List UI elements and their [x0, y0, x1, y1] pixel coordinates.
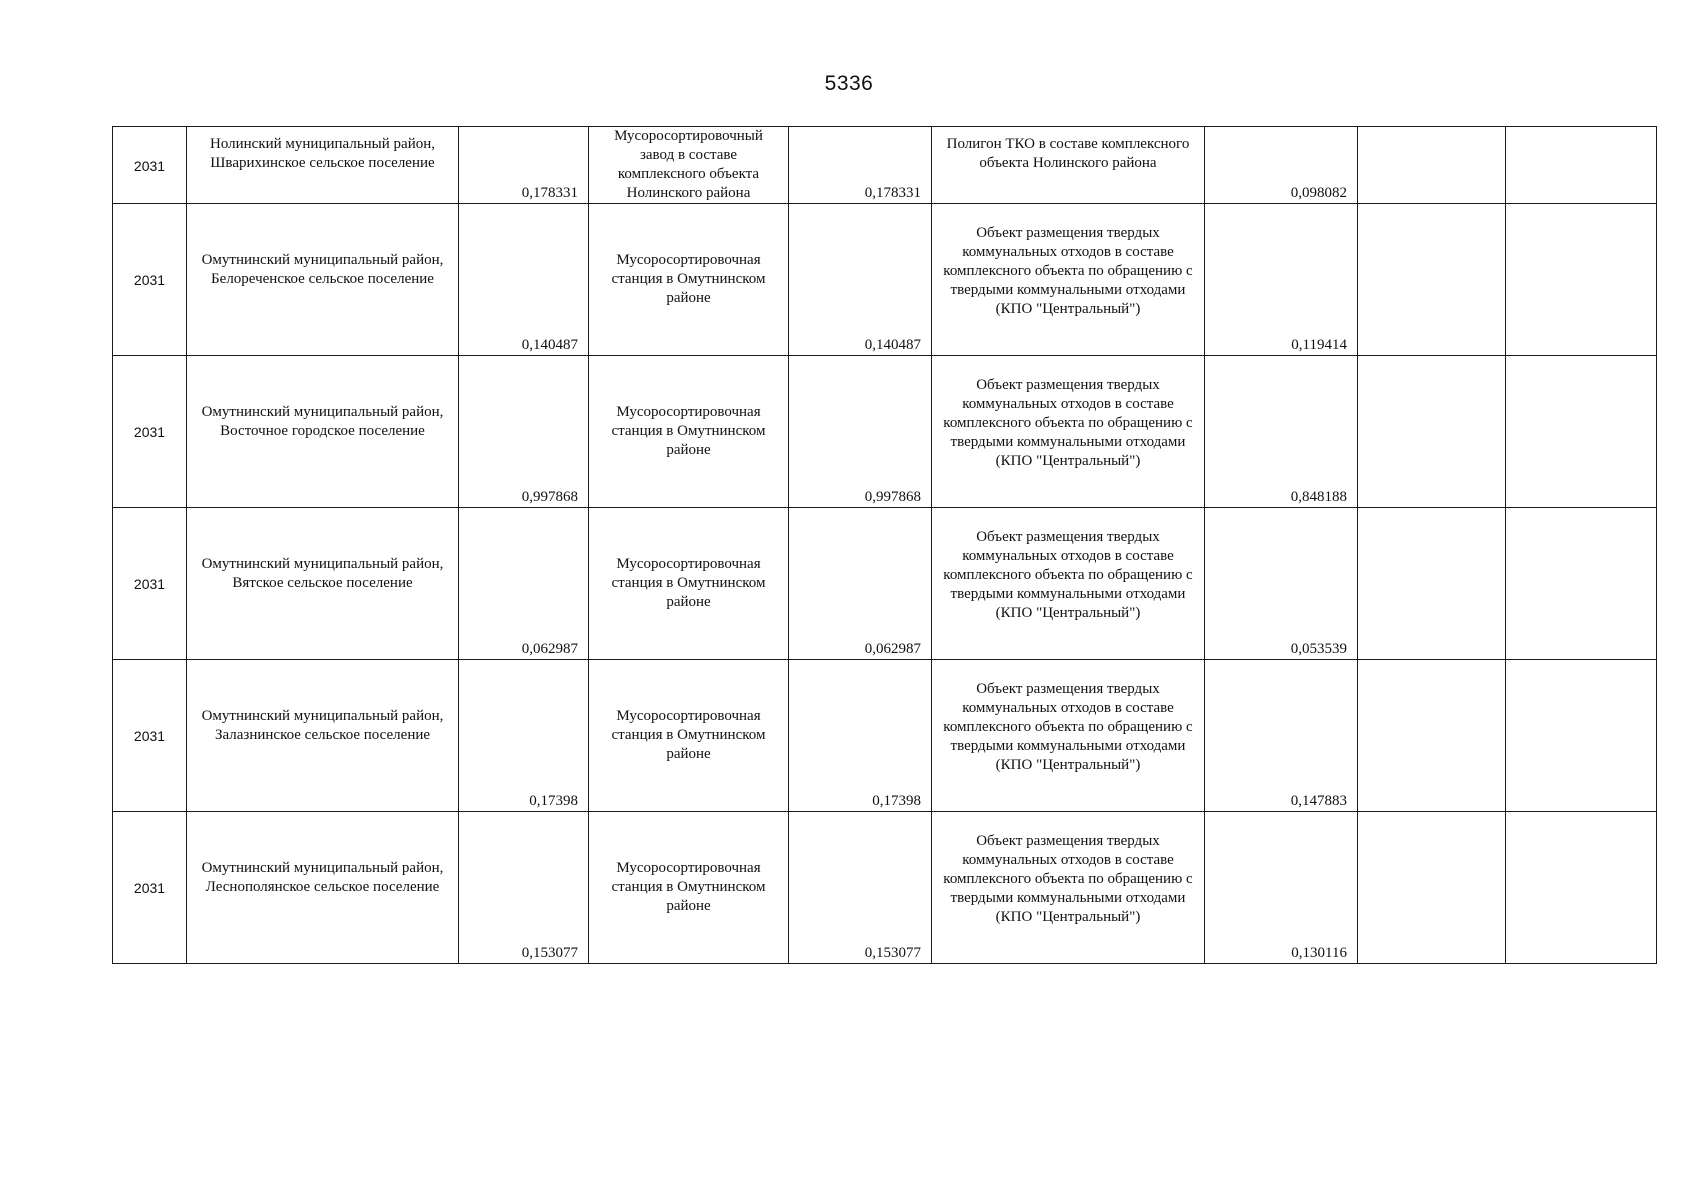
municipality-cell: Омутнинский муниципальный район, Вятское сельское поселение — [187, 508, 459, 660]
volume-disposal-cell: 0,098082 — [1205, 127, 1358, 204]
table-row — [113, 204, 1657, 356]
table-body — [113, 127, 1657, 964]
disposal-facility-cell: Объект размещения твердых коммунальных отходов в составе комплексного объекта по обращению с твердыми коммунальными отходами (КПО "Центральный") — [932, 660, 1205, 812]
empty-cell — [1506, 508, 1657, 660]
volume-disposal-cell: 0,119414 — [1205, 204, 1358, 356]
volume-sorting-cell: 0,997868 — [789, 356, 932, 508]
volume-sorting-cell: 0,153077 — [789, 812, 932, 964]
year-cell: 2031 — [113, 127, 187, 204]
disposal-facility-cell: Объект размещения твердых коммунальных отходов в составе комплексного объекта по обращению с твердыми коммунальными отходами (КПО "Центральный") — [932, 508, 1205, 660]
sorting-facility-cell: Мусоросортировочная станция в Омутнинском районе — [589, 204, 789, 356]
sorting-facility-cell: Мусоросортировочная станция в Омутнинском районе — [589, 660, 789, 812]
table-row — [113, 508, 1657, 660]
empty-cell — [1358, 127, 1506, 204]
year-cell: 2031 — [113, 204, 187, 356]
volume-sorting-cell: 0,140487 — [789, 204, 932, 356]
volume-generated-cell: 0,062987 — [459, 508, 589, 660]
volume-generated-cell: 0,140487 — [459, 204, 589, 356]
volume-sorting-cell: 0,062987 — [789, 508, 932, 660]
volume-disposal-cell: 0,147883 — [1205, 660, 1358, 812]
year-cell: 2031 — [113, 812, 187, 964]
empty-cell — [1358, 508, 1506, 660]
sorting-facility-cell: Мусоросортировочная станция в Омутнинском районе — [589, 812, 789, 964]
volume-generated-cell: 0,153077 — [459, 812, 589, 964]
table-row — [113, 660, 1657, 812]
table-row — [113, 812, 1657, 964]
volume-disposal-cell: 0,848188 — [1205, 356, 1358, 508]
volume-sorting-cell: 0,178331 — [789, 127, 932, 204]
volume-generated-cell: 0,997868 — [459, 356, 589, 508]
volume-disposal-cell: 0,053539 — [1205, 508, 1358, 660]
volume-disposal-cell: 0,130116 — [1205, 812, 1358, 964]
empty-cell — [1506, 660, 1657, 812]
sorting-facility-cell: Мусоросортировочная станция в Омутнинском районе — [589, 508, 789, 660]
year-cell: 2031 — [113, 356, 187, 508]
page-number: 5336 — [824, 72, 874, 95]
volume-sorting-cell: 0,17398 — [789, 660, 932, 812]
sorting-facility-cell: Мусоросортировочная станция в Омутнинском районе — [589, 356, 789, 508]
empty-cell — [1358, 204, 1506, 356]
table-row — [113, 127, 1657, 204]
volume-generated-cell: 0,17398 — [459, 660, 589, 812]
municipality-cell: Омутнинский муниципальный район, Залазнинское сельское поселение — [187, 660, 459, 812]
year-cell: 2031 — [113, 508, 187, 660]
municipality-cell: Омутнинский муниципальный район, Восточное городское поселение — [187, 356, 459, 508]
empty-cell — [1506, 356, 1657, 508]
municipality-cell: Нолинский муниципальный район, Шварихинское сельское поселение — [187, 127, 459, 204]
sorting-facility-cell: Мусоросортировочный завод в составе комплексного объекта Нолинского района — [589, 127, 789, 204]
disposal-facility-cell: Объект размещения твердых коммунальных отходов в составе комплексного объекта по обращению с твердыми коммунальными отходами (КПО "Центральный") — [932, 356, 1205, 508]
empty-cell — [1506, 812, 1657, 964]
municipality-cell: Омутнинский муниципальный район, Леснополянское сельское поселение — [187, 812, 459, 964]
year-cell: 2031 — [113, 660, 187, 812]
disposal-facility-cell: Полигон ТКО в составе комплексного объекта Нолинского района — [932, 127, 1205, 204]
disposal-facility-cell: Объект размещения твердых коммунальных отходов в составе комплексного объекта по обращению с твердыми коммунальными отходами (КПО "Центральный") — [932, 812, 1205, 964]
empty-cell — [1506, 204, 1657, 356]
municipality-cell: Омутнинский муниципальный район, Белореченское сельское поселение — [187, 204, 459, 356]
waste-flow-table — [112, 126, 1657, 964]
empty-cell — [1358, 660, 1506, 812]
empty-cell — [1358, 356, 1506, 508]
disposal-facility-cell: Объект размещения твердых коммунальных отходов в составе комплексного объекта по обращению с твердыми коммунальными отходами (КПО "Центральный") — [932, 204, 1205, 356]
empty-cell — [1358, 812, 1506, 964]
volume-generated-cell: 0,178331 — [459, 127, 589, 204]
table-row — [113, 356, 1657, 508]
empty-cell — [1506, 127, 1657, 204]
